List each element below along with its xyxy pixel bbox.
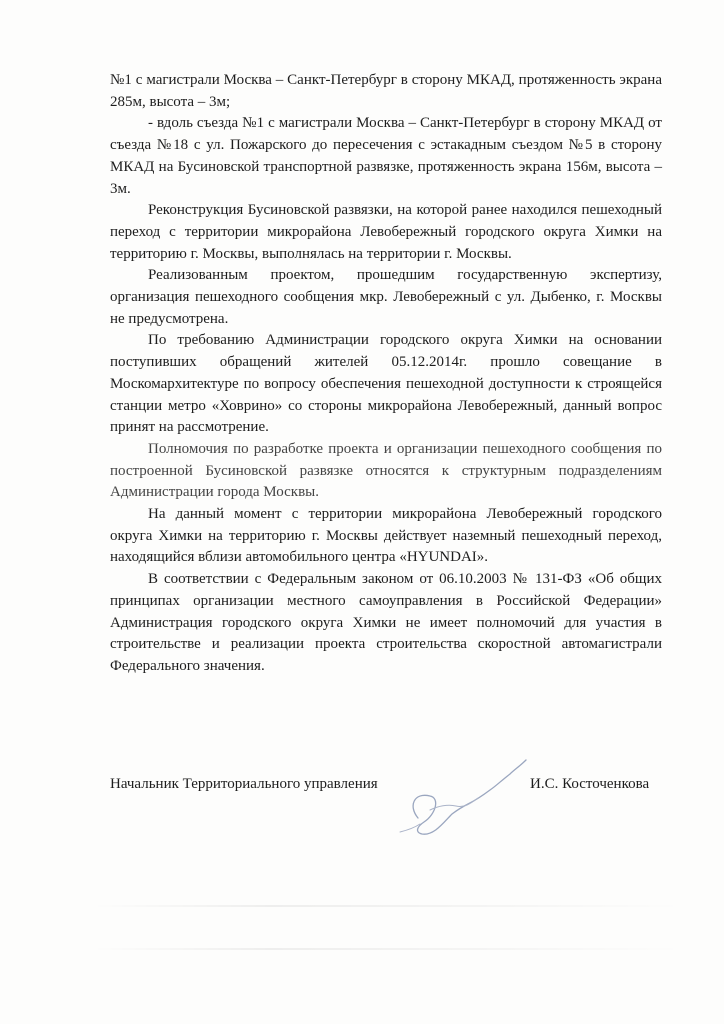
- paragraph-7: На данный момент с территории микрорайона Левобережный городского округа Химки на территорию г. Москвы действует наземный пешеходный переход, находящийся вблизи автомобильного центра «HYUNDAI».: [110, 506, 662, 566]
- signatory-name: И.С. Косточенкова: [530, 776, 650, 792]
- paragraph-4: Реализованным проектом, прошедшим государственную экспертизу, организация пешеходного сообщения мкр. Левобережный с ул. Дыбенко, г. Москвы не предусмотрена.: [110, 267, 662, 327]
- paragraph-5: По требованию Администрации городского округа Химки на основании поступивших обращений жителей 05.12.2014г. прошло совещание в Москомархитектуре по вопросу обеспечения пешеходной доступности к строящейся станции метро «Ховрино» со стороны микрорайона Левобережный, данный вопрос принят на рассмотрение.: [110, 332, 662, 436]
- scan-artifact: [92, 948, 684, 950]
- paragraph-1: №1 с магистрали Москва – Санкт-Петербург в сторону МКАД, протяженность экрана 285м, высота – 3м;: [110, 72, 662, 110]
- paragraph-3: Реконструкция Бусиновской развязки, на которой ранее находился пешеходный переход с территории микрорайона Левобережный городского округа Химки на территорию г. Москвы, выполнялась на территории г. Москвы.: [110, 202, 662, 262]
- letter-body: [110, 70, 662, 678]
- signatory-title: Начальник Территориального управления: [110, 776, 378, 792]
- scan-artifact: [92, 905, 684, 907]
- paragraph-2: - вдоль съезда №1 с магистрали Москва – Санкт-Петербург в сторону МКАД от съезда №18 с ул. Пожарского до пересечения с эстакадным съездом №5 в сторону МКАД на Бусиновской транспортной развязке, протяженность экрана 156м, высота – 3м.: [110, 115, 662, 197]
- handwritten-signature: [378, 748, 538, 844]
- paragraph-6: Полномочия по разработке проекта и организации пешеходного сообщения по построенной Бусиновской развязке относятся к структурным подразделениям Администрации города Москвы.: [110, 440, 662, 501]
- paragraph-8: В соответствии с Федеральным законом от 06.10.2003 № 131-ФЗ «Об общих принципах организации местного самоуправления в Российской Федерации» Администрация городского округа Химки не имеет полномочий для участия в строительстве и реализации проекта строительства скоростной автомагистрали Федерального значения.: [110, 571, 662, 674]
